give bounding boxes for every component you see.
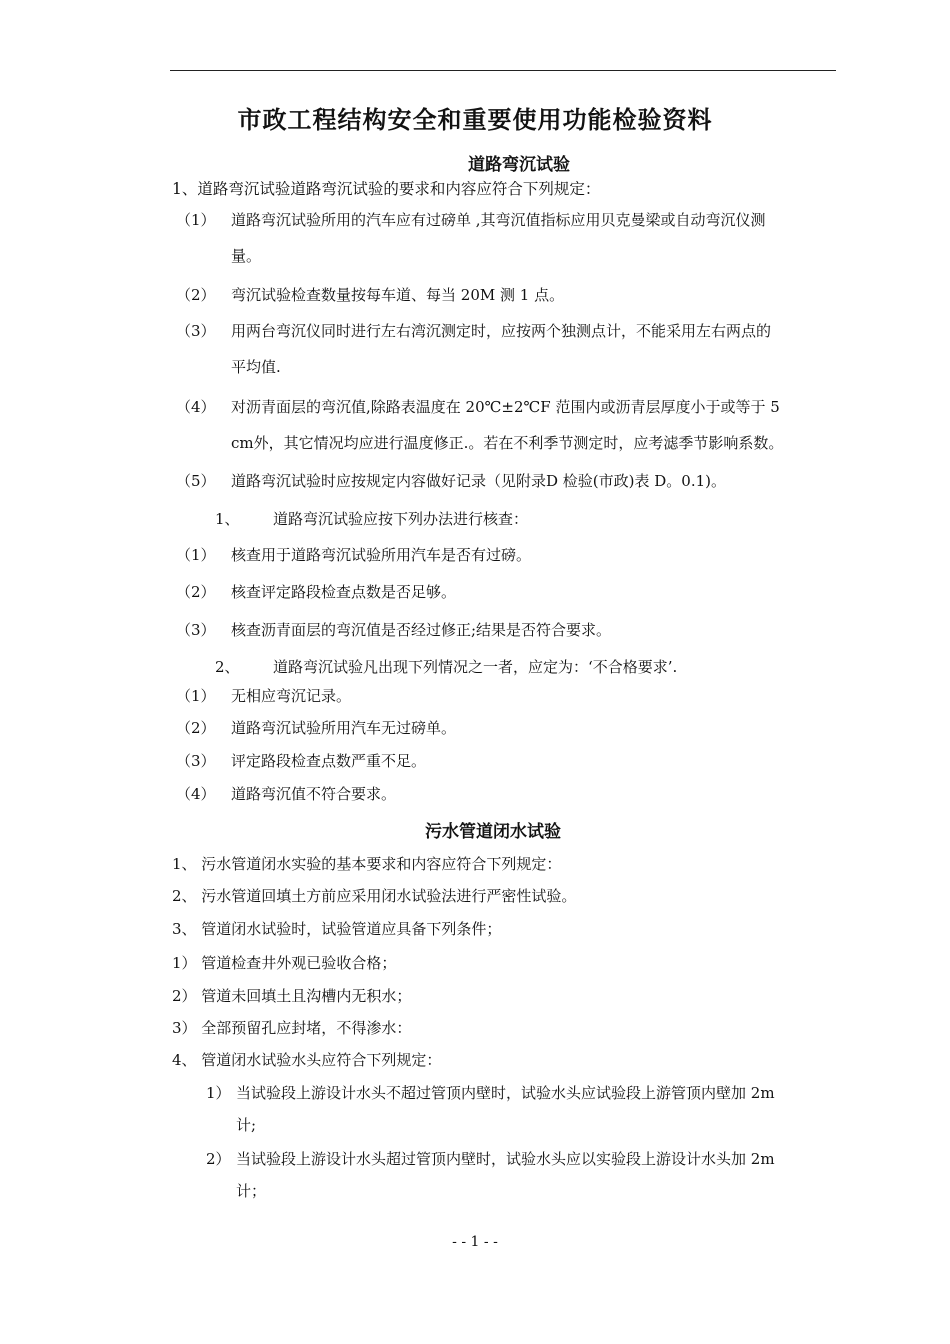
sub-item-text: 道路弯沉试验应按下列办法进行核查： [273,510,529,528]
section-heading-sewer-closed-water: 污水管道闭水试验 [425,822,561,842]
item-text: 对沥青面层的弯沉值,除路表温度在 20℃±2℃F 范围内或沥青层厚度小于或等于 5 [231,398,780,416]
item-number: （4） [176,398,216,416]
item-number: 2） [206,1150,231,1168]
item-text: 评定路段检查点数严重不足。 [231,752,427,770]
item-text-continued: 计; [236,1116,257,1134]
item-text: 弯沉试验检查数量按每车道、每当 20M 测 1 点。 [231,286,565,304]
item-number: （3） [176,322,216,340]
item-text: 当试验段上游设计水头不超过管顶内壁时，试验水头应试验段上游管顶内壁加 2m [236,1084,775,1102]
item-number: （3） [176,621,216,639]
section2-line: 3） 全部预留孔应封堵，不得渗水： [172,1019,412,1037]
sub-item-number: 2、 [215,658,240,676]
section2-line: 2、 污水管道回填土方前应采用闭水试验法进行严密性试验。 [172,887,577,905]
section2-line: 3、 管道闭水试验时，试验管道应具备下列条件； [172,920,502,938]
item-text: 用两台弯沉仪同时进行左右湾沉测定时，应按两个独测点计，不能采用左右两点的 [231,322,772,340]
item-number: （1） [176,687,216,705]
item-text: 无相应弯沉记录。 [231,687,352,705]
header-rule [170,70,836,71]
item-text: 核查用于道路弯沉试验所用汽车是否有过磅。 [231,546,532,564]
section2-line: 2） 管道未回填土且沟槽内无积水； [172,987,412,1005]
sub-item-text: 道路弯沉试验凡出现下列情况之一者，应定为：‘不合格要求’. [273,658,678,676]
item-text: 道路弯沉试验时应按规定内容做好记录（见附录D 检验(市政)表 D。0.1)。 [231,472,727,490]
item-number: （3） [176,752,216,770]
item-text: 核查沥青面层的弯沉值是否经过修正;结果是否符合要求。 [231,621,612,639]
item-number: （1） [176,211,216,229]
section-heading-road-deflection: 道路弯沉试验 [468,155,570,175]
item-number: （2） [176,286,216,304]
section1-intro: 1、道路弯沉试验道路弯沉试验的要求和内容应符合下列规定： [172,180,601,198]
item-text-continued: 计； [236,1182,267,1200]
item-text: 道路弯沉值不符合要求。 [231,785,397,803]
section2-line: 1） 管道检查井外观已验收合格； [172,954,397,972]
page-number: - - 1 - - [452,1234,498,1250]
item-text: 核查评定路段检查点数是否足够。 [231,583,457,601]
item-text-continued: 平均值. [231,358,281,376]
item-number: （1） [176,546,216,564]
item-number: （4） [176,785,216,803]
item-number: （2） [176,583,216,601]
item-number: 1） [206,1084,231,1102]
sub-item-number: 1、 [215,510,240,528]
item-text-continued: 量。 [231,247,262,265]
item-text: 道路弯沉试验所用汽车无过磅单。 [231,719,457,737]
item-text-continued: cm外，其它情况均应进行温度修正.。若在不利季节测定时，应考滤季节影响系数。 [231,434,784,452]
item-text: 当试验段上游设计水头超过管顶内壁时，试验水头应以实验段上游设计水头加 2m [236,1150,775,1168]
item-number: （5） [176,472,216,490]
item-number: （2） [176,719,216,737]
page-title: 市政工程结构安全和重要使用功能检验资料 [237,105,713,134]
section2-line: 4、 管道闭水试验水头应符合下列规定： [172,1051,442,1069]
section2-line: 1、 污水管道闭水实验的基本要求和内容应符合下列规定： [172,855,562,873]
item-text: 道路弯沉试验所用的汽车应有过磅单 ,其弯沉值指标应用贝克曼梁或自动弯沉仪测 [231,211,766,229]
